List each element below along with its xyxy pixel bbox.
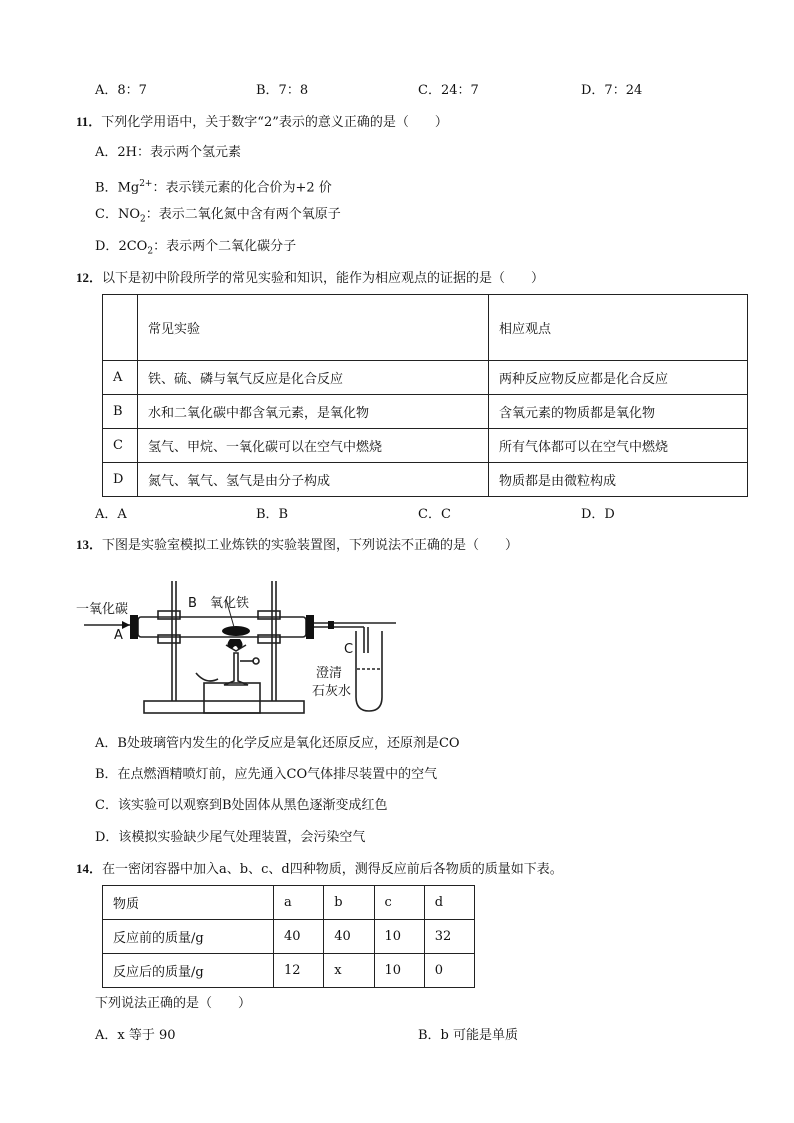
table-cell: 10 (374, 920, 424, 954)
test-tube (356, 631, 382, 711)
q12-option-b: B．B (256, 507, 289, 522)
table-cell: 12 (274, 954, 324, 988)
table-cell: b (324, 886, 374, 920)
glass-tube (138, 617, 306, 637)
q13-stem: 下图是实验室模拟工业炼铁的实验装置图，下列说法不正确的是（ ） (102, 538, 519, 553)
label-a: A (114, 628, 123, 643)
table-cell: a (274, 886, 324, 920)
table-cell: x (324, 954, 374, 988)
table-cell: 10 (374, 954, 424, 988)
q11-option-c (95, 206, 341, 229)
q12-number: 12． (76, 270, 103, 285)
burner-base (204, 683, 260, 713)
option-prefix: C． (95, 207, 118, 222)
label-c: C (344, 642, 354, 657)
q11-number: 11． (76, 114, 102, 129)
table-cell: 两种反应物反应都是化合反应 (489, 361, 748, 395)
q13-option-a: A．B处玻璃管内发生的化学反应是氧化还原反应，还原剂是CO (95, 736, 460, 751)
q12-option-d: D．D (581, 507, 615, 522)
table-cell: 含氧元素的物质都是氧化物 (489, 395, 748, 429)
q11-stem: 下列化学用语中，关于数字“2”表示的意义正确的是（ ） (101, 115, 448, 130)
formula-subscript: 2 (147, 246, 154, 257)
q13-number: 13． (76, 537, 103, 552)
table-cell: 常见实验 (138, 295, 489, 361)
table-cell: A (103, 361, 138, 395)
label-limewater-2: 石灰水 (312, 684, 352, 699)
table-cell: 0 (424, 954, 474, 988)
q14-table (102, 885, 475, 988)
q10-option-b: B．7：8 (256, 83, 309, 98)
iron-oxide-powder (222, 626, 250, 636)
table-cell: c (374, 886, 424, 920)
q12-option-a: A．A (95, 507, 127, 522)
option-prefix: B． (95, 180, 118, 196)
q14-stem: 在一密闭容器中加入a、b、c、d四种物质，测得反应前后各物质的质量如下表。 (102, 862, 563, 877)
label-iron-oxide: 氧化铁 (210, 596, 250, 611)
table-cell: C (103, 429, 138, 463)
table-cell: d (424, 886, 474, 920)
stopper-right (306, 615, 314, 639)
flame (227, 639, 242, 649)
q13-option-c: C．该实验可以观察到B处固体从黑色逐渐变成红色 (95, 798, 388, 813)
q11-option-b (95, 175, 332, 197)
q10-option-a: A．8：7 (95, 83, 147, 98)
table-row (103, 429, 748, 463)
q14-number: 14． (76, 861, 103, 876)
stand-base (144, 701, 304, 713)
option-prefix: D． (95, 239, 119, 254)
table-cell: 反应后的质量/g (103, 954, 274, 988)
table-cell: 氮气、氧气、氢气是由分子构成 (138, 463, 489, 497)
table-row (103, 954, 475, 988)
formula: Mg (117, 180, 140, 196)
option-text: ：表示二氧化氮中含有两个氧原子 (145, 207, 341, 222)
option-text: ：表示两个氢元素 (137, 145, 242, 160)
table-row (103, 920, 475, 954)
label-limewater-1: 澄清 (316, 666, 343, 681)
label-carbon-monoxide: 一氧化碳 (76, 602, 129, 617)
q12-option-c: C．C (418, 507, 451, 522)
table-cell: 32 (424, 920, 474, 954)
table-cell: 铁、硫、磷与氧气反应是化合反应 (138, 361, 489, 395)
q14-question (76, 860, 563, 879)
table-cell: 氢气、甲烷、一氧化碳可以在空气中燃烧 (138, 429, 489, 463)
table-row (103, 463, 748, 497)
table-cell: 40 (274, 920, 324, 954)
alcohol-burner (224, 653, 248, 685)
option-text: ：表示镁元素的化合价为+2 价 (152, 180, 332, 196)
q14-option-a: A．x 等于 90 (95, 1028, 176, 1043)
q12-stem: 以下是初中阶段所学的常见实验和知识，能作为相应观点的证据的是（ ） (102, 271, 545, 286)
table-row (103, 395, 748, 429)
table-cell: 相应观点 (489, 295, 748, 361)
q12-question (76, 269, 544, 288)
table-cell: D (103, 463, 138, 497)
q12-table (102, 294, 748, 497)
q10-option-d: D．7：24 (581, 83, 643, 98)
formula-superscript: 2+ (139, 179, 153, 189)
formula-subscript: 2 (140, 214, 146, 225)
arrow-head (122, 621, 130, 629)
table-cell: 40 (324, 920, 374, 954)
q13-option-b: B．在点燃酒精喷灯前，应先通入CO气体排尽装置中的空气 (95, 767, 438, 782)
table-cell: 物质 (103, 886, 274, 920)
q11-option-a (95, 144, 241, 162)
q11-question (76, 113, 448, 132)
q13-question (76, 536, 518, 555)
stopper-left (130, 615, 138, 639)
option-prefix: A． (95, 145, 118, 160)
q14-option-b: B．b 可能是单质 (418, 1028, 519, 1043)
formula: 2CO (118, 239, 148, 254)
label-b: B (188, 596, 197, 611)
q14-followup: 下列说法正确的是（ ） (95, 996, 252, 1011)
table-cell: B (103, 395, 138, 429)
table-cell (103, 295, 138, 361)
q13-option-d: D．该模拟实验缺少尾气处理装置，会污染空气 (95, 830, 366, 845)
q11-option-d (95, 238, 296, 261)
table-row (103, 361, 748, 395)
table-cell: 反应前的质量/g (103, 920, 274, 954)
table-header-row (103, 295, 748, 361)
table-cell: 所有气体都可以在空气中燃烧 (489, 429, 748, 463)
q10-option-c: C．24：7 (418, 83, 479, 98)
table-cell: 水和二氧化碳中都含氧元素，是氧化物 (138, 395, 489, 429)
table-cell: 物质都是由微粒构成 (489, 463, 748, 497)
iron-smelting-apparatus-figure (74, 573, 410, 723)
formula: 2H (117, 145, 137, 160)
table-row (103, 886, 475, 920)
formula: NO (117, 207, 140, 222)
option-text: ：表示两个二氧化碳分子 (153, 239, 297, 254)
